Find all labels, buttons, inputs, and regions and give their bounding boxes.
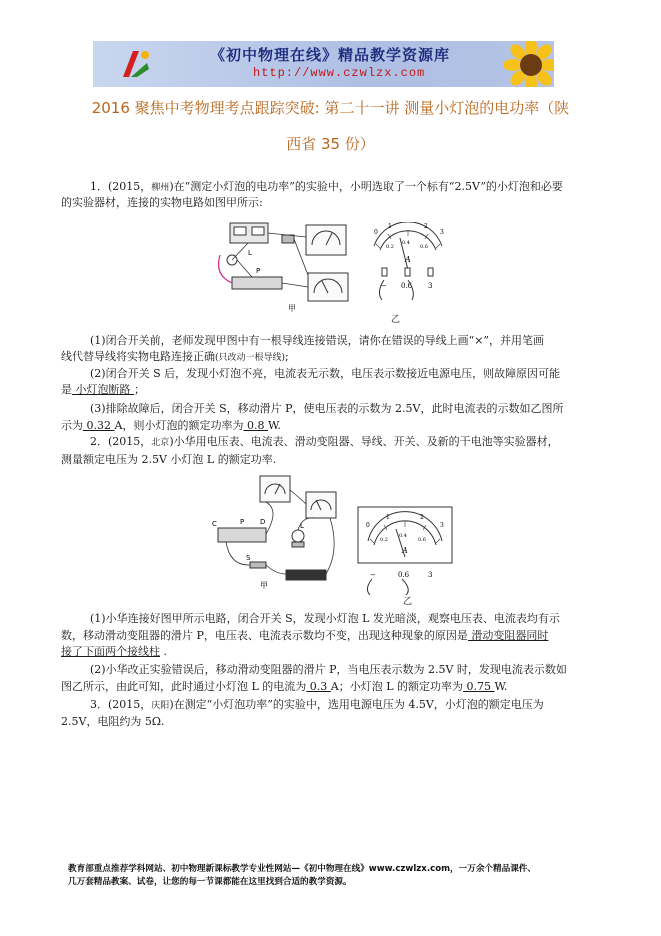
q2-scale-b2: 0.4 (399, 533, 407, 539)
q1-scale-0: 0 (374, 229, 378, 236)
q3-city: 庆阳 (151, 701, 170, 711)
svg-text:D: D (260, 518, 266, 526)
q2-unit: A (402, 546, 408, 555)
svg-text:C: C (212, 520, 217, 528)
q1-scale-2: 2 (424, 223, 428, 230)
page-footer (68, 863, 608, 889)
q1-number: 1．(2015， (90, 180, 152, 193)
q2-ammeter-figure (356, 505, 454, 595)
q2-scale-b3: 0.6 (418, 537, 426, 543)
q2-fig-label-a: 甲 (260, 581, 268, 590)
q1-sub1-text: 线代替导线将实物电路连接正确 (61, 350, 215, 363)
q1-sub1-end: ; (285, 350, 289, 363)
q1-ammeter-figure (368, 222, 448, 306)
svg-text:P: P (256, 267, 261, 275)
q2-sub2-answer1: 0.3 (306, 680, 331, 693)
q2-term-3: 3 (428, 571, 433, 579)
q1-unit: A (405, 255, 411, 264)
q1-sub1-line1: (1)闭合开关前，老师发现甲图中有一根导线连接错误，请你在错误的导线上画“×”，并用笔画 (90, 334, 545, 347)
q2-fig-label-b: 乙 (403, 597, 413, 607)
q1-intro-line2: 的实验器材，连接的实物电路如图甲所示: (61, 196, 263, 209)
q2-sub2-post: W. (494, 680, 508, 693)
q3-intro (90, 697, 544, 714)
svg-text:S: S (246, 554, 251, 562)
q2-sub1-line2 (61, 628, 548, 643)
q3-intro-text: )在测定“小灯泡功率”的实验中，选用电源电压为 4.5V，小灯泡的额定电压为 (169, 698, 544, 711)
q1-term-neg: − (381, 282, 387, 290)
q1-sub3-pre: 示为 (61, 419, 83, 432)
q1-sub1-line2 (61, 349, 289, 366)
logo-icon (119, 47, 153, 81)
q1-sub2-pre: 是 (61, 383, 72, 396)
q1-circuit-figure (212, 215, 362, 315)
q2-sub2-mid: A；小灯泡 L 的额定功率为 (330, 680, 464, 693)
q2-sub2-line1: (2)小华改正实验错误后，移动滑动变阻器的滑片 P，当电压表示数为 2.5V 时，发现电流表示数如 (90, 663, 567, 676)
q3-number: 3．(2015， (90, 698, 152, 711)
q1-fig-label-b: 乙 (391, 315, 401, 325)
sunflower-icon (501, 41, 554, 87)
q1-scale-b3: 0.6 (420, 244, 428, 250)
q2-term-neg: − (370, 571, 376, 579)
q1-scale-3: 3 (440, 229, 444, 236)
q2-sub2-answer2: 0.75 (463, 680, 495, 693)
q2-intro-text: )小华用电压表、电流表、滑动变阻器、导线、开关、及新的干电池等实验器材， (169, 435, 559, 448)
document-title-line2: 西省 35 份） (286, 135, 375, 153)
q1-sub2-answer: 小灯泡断路 (72, 383, 134, 396)
q1-sub3-line2 (61, 418, 281, 433)
q1-scale-b1: 0.2 (386, 244, 394, 250)
q2-sub1-answer-a: 滑动变阻器同时 (467, 629, 549, 642)
q1-city: 柳州 (151, 183, 170, 193)
q2-intro-line2: 测量额定电压为 2.5V 小灯泡 L 的额定功率. (61, 453, 277, 466)
q1-intro (90, 179, 563, 196)
q2-intro (90, 434, 559, 451)
q1-term-06: 0.6 (401, 282, 413, 290)
q1-sub2-post: ； (134, 383, 145, 396)
q1-scale-1: 1 (388, 223, 392, 230)
q2-city: 北京 (151, 438, 170, 448)
q2-sub1-line1: (1)小华连接好图甲所示电路，闭合开关 S，发现小灯泡 L 发光暗淡，观察电压表、电流表均有示 (90, 612, 560, 625)
q2-sub1-end: . (160, 645, 167, 658)
q1-intro-text: )在“测定小灯泡的电功率”的实验中，小明选取了一个标有“2.5V”的小灯泡和必要 (169, 180, 563, 193)
q1-sub1-note: (只改动一根导线) (215, 353, 286, 363)
header-banner (93, 41, 554, 87)
q2-scale-b1: 0.2 (380, 537, 388, 543)
q1-sub3-answer1: 0.32 (83, 419, 115, 432)
q2-sub1-text: 数，移动滑动变阻器的滑片 P，电压表、电流表示数均不变，出现这种现象的原因是 (61, 629, 468, 642)
q1-term-3: 3 (428, 282, 433, 290)
q1-sub3-post: W. (267, 419, 281, 432)
q2-scale-3: 3 (440, 522, 444, 529)
banner-title: 《初中物理在线》精品教学资源库 (210, 46, 451, 64)
q1-scale-b2: 0.4 (402, 240, 410, 246)
q1-sub3-line1: (3)排除故障后，闭合开关 S，移动滑片 P，使电压表的示数为 2.5V，此时电流表的示数如乙图所 (90, 402, 564, 415)
q2-term-06: 0.6 (398, 571, 410, 579)
q1-fig-label-a: 甲 (288, 304, 296, 313)
q2-sub1-line3 (61, 644, 167, 659)
q2-scale-1: 1 (386, 514, 390, 521)
q2-sub2-line2 (61, 679, 507, 694)
q1-sub2-line1: (2)闭合开关 S 后，发现小灯泡不亮，电流表无示数，电压表示数接近电源电压，则故障原因可能 (90, 367, 561, 380)
q2-sub2-pre: 图乙所示，由此可知，此时通过小灯泡 L 的电流为 (61, 680, 307, 693)
footer-line2: 几万套精品教案、试卷，让您的每一节课都能在这里找到合适的教学资源。 (68, 877, 352, 887)
svg-text:L: L (300, 522, 304, 530)
q2-circuit-figure (210, 470, 350, 590)
document-title-line1: 2016 聚焦中考物理考点跟踪突破: 第二十一讲 测量小灯泡的电功率（陕 (91, 99, 570, 117)
q1-sub2-line2 (61, 382, 145, 397)
q3-intro-line2: 2.5V，电阻约为 5Ω. (61, 715, 165, 728)
q2-scale-0: 0 (366, 522, 370, 529)
q2-sub1-answer-b: 接了下面两个接线柱 (61, 645, 160, 658)
svg-text:L: L (248, 249, 252, 257)
q1-sub3-mid: A，则小灯泡的额定功率为 (114, 419, 244, 432)
svg-text:P: P (240, 518, 245, 526)
footer-line1: 教育部重点推荐学科网站、初中物理新课标教学专业性网站—《初中物理在线》www.czwlzx.com，一万余个精品课件、 (68, 864, 536, 874)
q2-scale-2: 2 (420, 514, 424, 521)
q2-number: 2．(2015， (90, 435, 152, 448)
banner-url[interactable]: http://www.czwlzx.com (253, 66, 426, 80)
q1-sub3-answer2: 0.8 (243, 419, 268, 432)
